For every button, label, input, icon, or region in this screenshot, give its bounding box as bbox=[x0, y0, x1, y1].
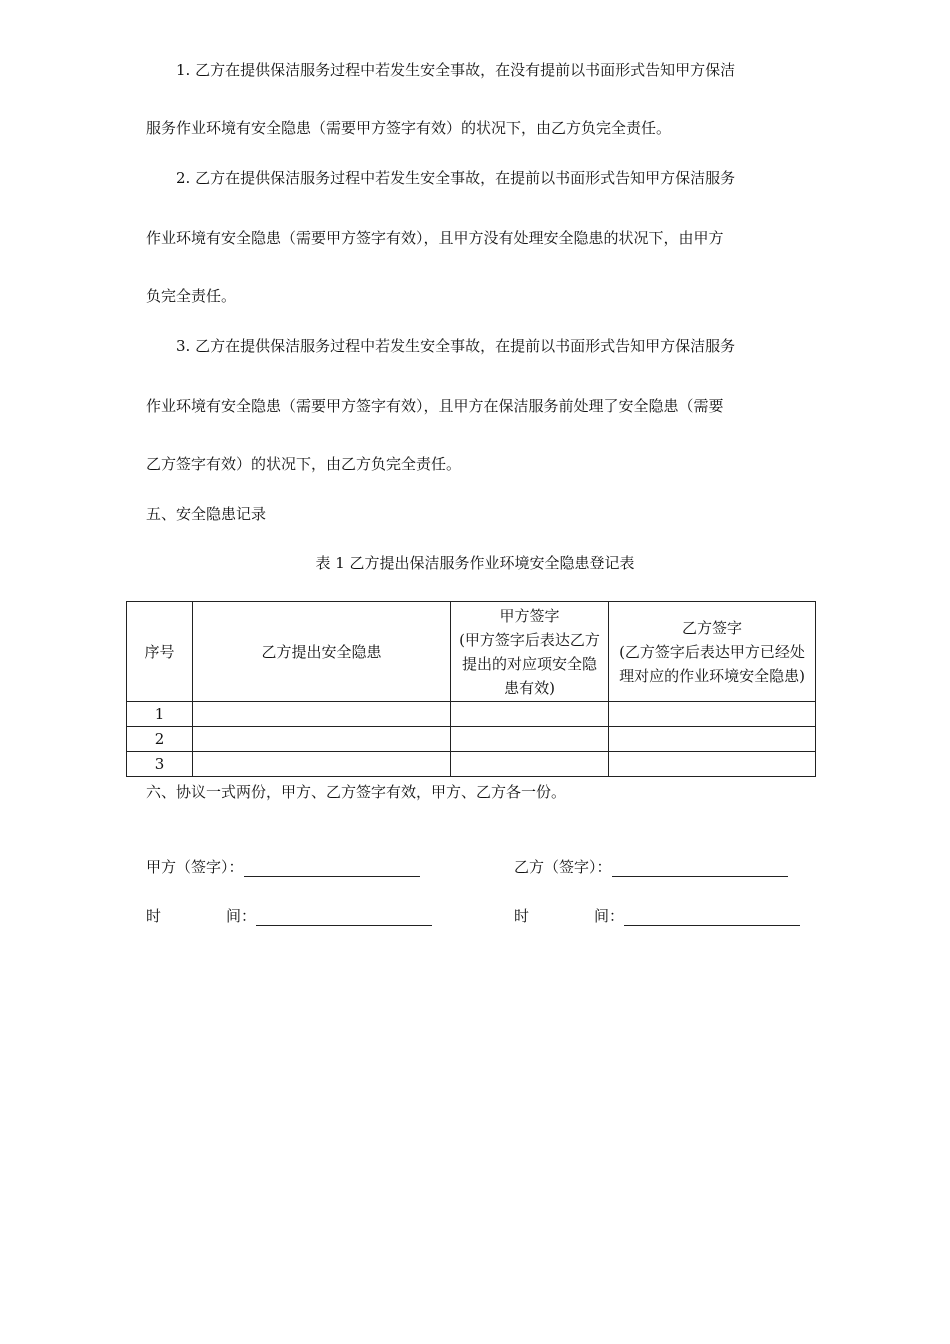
header-seq: 序号 bbox=[127, 602, 193, 702]
time-label-char: 时 bbox=[514, 907, 530, 925]
party-a-signature-label: 甲方（签字）： bbox=[146, 858, 244, 876]
party-a-time bbox=[146, 905, 432, 926]
party-a-time-label bbox=[146, 905, 256, 926]
party-b-time-label bbox=[514, 905, 624, 926]
header-party-a-title: 甲方签字 bbox=[499, 606, 560, 625]
section-6-text: 六、协议一式两份，甲方、乙方签字有效，甲方、乙方各一份。 bbox=[146, 783, 567, 801]
party-b-time bbox=[514, 905, 800, 926]
clause-1-line-2: 服务作业环境有安全隐患（需要甲方签字有效）的状况下，由乙方负完全责任。 bbox=[146, 119, 672, 137]
row-seq: 2 bbox=[127, 727, 193, 752]
table-row bbox=[127, 727, 816, 752]
header-party-b-note: (乙方签字后表达甲方已经处理对应的作业环境安全隐患) bbox=[619, 642, 805, 685]
table-caption: 表 1 乙方提出保洁服务作业环境安全隐患登记表 bbox=[315, 554, 635, 572]
section-5-heading: 五、安全隐患记录 bbox=[146, 505, 267, 523]
table-row bbox=[127, 752, 816, 777]
time-label-char: 间： bbox=[225, 907, 256, 925]
clause-1-line-1: 1. 乙方在提供保洁服务过程中若发生安全事故，在没有提前以书面形式告知甲方保洁 bbox=[176, 61, 736, 79]
clause-2-line-1: 2. 乙方在提供保洁服务过程中若发生安全事故，在提前以书面形式告知甲方保洁服务 bbox=[176, 169, 736, 187]
row-party-b-cell[interactable] bbox=[609, 752, 816, 777]
party-a-signature bbox=[146, 856, 420, 877]
clause-3-line-3: 乙方签字有效）的状况下，由乙方负完全责任。 bbox=[146, 455, 462, 473]
header-party-b-title: 乙方签字 bbox=[681, 618, 742, 637]
row-hazard-cell[interactable] bbox=[193, 702, 451, 727]
row-seq: 1 bbox=[127, 702, 193, 727]
header-party-a-note: (甲方签字后表达乙方提出的对应项安全隐患有效) bbox=[459, 630, 600, 697]
party-b-signature-label: 乙方（签字）： bbox=[514, 858, 612, 876]
header-hazard: 乙方提出安全隐患 bbox=[193, 602, 451, 702]
table-row bbox=[127, 702, 816, 727]
row-hazard-cell[interactable] bbox=[193, 727, 451, 752]
row-party-a-cell[interactable] bbox=[451, 702, 609, 727]
row-hazard-cell[interactable] bbox=[193, 752, 451, 777]
row-party-b-cell[interactable] bbox=[609, 702, 816, 727]
header-party-a bbox=[451, 602, 609, 702]
row-party-b-cell[interactable] bbox=[609, 727, 816, 752]
row-seq: 3 bbox=[127, 752, 193, 777]
clause-3-line-1: 3. 乙方在提供保洁服务过程中若发生安全事故，在提前以书面形式告知甲方保洁服务 bbox=[176, 337, 736, 355]
party-a-signature-line[interactable] bbox=[244, 860, 420, 877]
clause-2-line-3: 负完全责任。 bbox=[146, 287, 237, 305]
clause-3-line-2: 作业环境有安全隐患（需要甲方签字有效），且甲方在保洁服务前处理了安全隐患（需要 bbox=[146, 397, 724, 415]
time-label-char: 间： bbox=[593, 907, 624, 925]
header-party-b bbox=[609, 602, 816, 702]
party-b-time-line[interactable] bbox=[624, 909, 800, 926]
row-party-a-cell[interactable] bbox=[451, 752, 609, 777]
party-b-signature bbox=[514, 856, 788, 877]
hazard-register-table bbox=[126, 601, 816, 777]
clause-2-line-2: 作业环境有安全隐患（需要甲方签字有效），且甲方没有处理安全隐患的状况下，由甲方 bbox=[146, 229, 724, 247]
table-header-row bbox=[127, 602, 816, 702]
row-party-a-cell[interactable] bbox=[451, 727, 609, 752]
party-a-time-line[interactable] bbox=[256, 909, 432, 926]
party-b-signature-line[interactable] bbox=[612, 860, 788, 877]
time-label-char: 时 bbox=[146, 907, 162, 925]
